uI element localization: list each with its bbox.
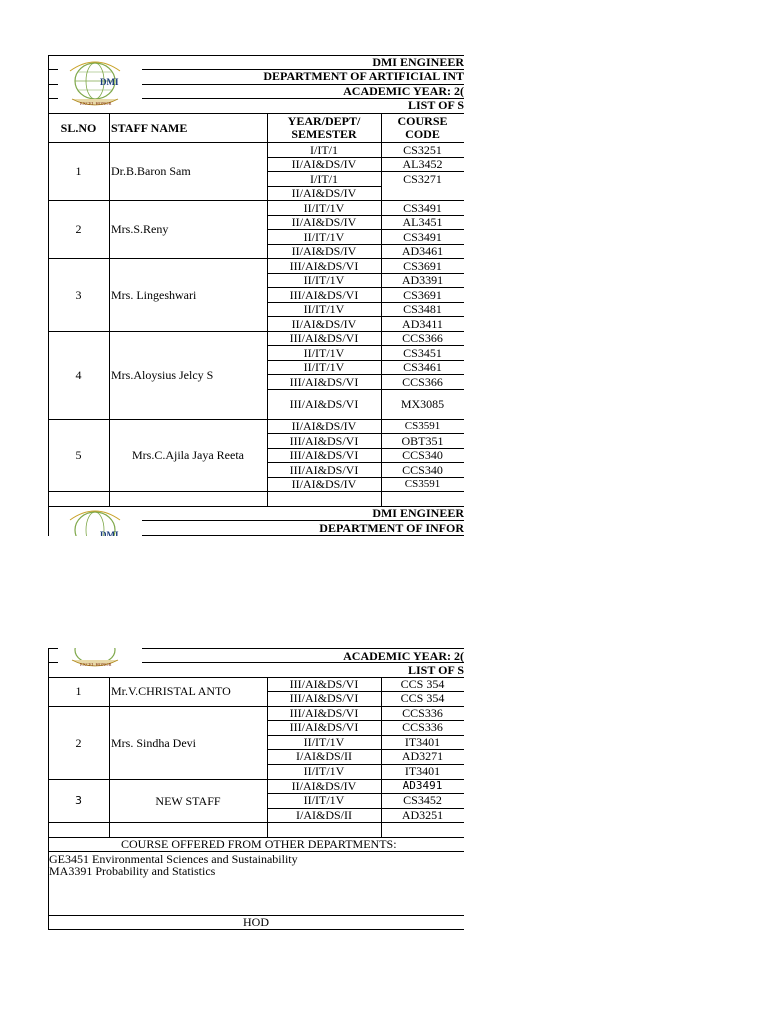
row-year: II/IT/1V [303,764,345,778]
row-code: AL3451 [402,215,443,229]
row-year: II/IT/1V [303,360,345,374]
staff2-1-slno: 1 [75,684,82,698]
row-code: CS3451 [403,346,442,360]
row-year: III/AI&DS/VI [289,397,359,411]
staff-2-slno: 2 [75,222,82,236]
row-code: CS3491 [403,201,442,215]
row-year: II/AI&DS/IV [291,244,357,258]
row-year: II/AI&DS/IV [291,477,357,491]
row-year: II/IT/1V [303,201,345,215]
row-code: CS3481 [403,302,442,316]
department-name: DEPARTMENT OF ARTIFICIAL INT [263,69,464,83]
row-code: CCS366 [402,331,443,345]
row-year: III/AI&DS/VI [289,375,359,389]
row-year: III/AI&DS/VI [289,463,359,477]
row-year: III/AI&DS/VI [289,691,359,705]
department-name-repeat: DEPARTMENT OF INFOR [319,521,464,535]
row-year: III/AI&DS/VI [289,259,359,273]
row-code: IT3401 [404,764,441,778]
row-year: I/AI&DS/II [296,808,352,822]
row-year: III/AI&DS/VI [289,448,359,462]
row-year: II/AI&DS/IV [291,157,357,171]
row-code: AL3452 [402,157,443,171]
row-code: CCS 354 [400,691,445,705]
row-code: CS3691 [403,259,442,273]
college-logo [60,57,130,111]
college-name-repeat: DMI ENGINEER [372,506,464,520]
logo-ribbon-text: EXCEL HONOR [80,662,112,667]
row-year: II/AI&DS/IV [291,186,357,200]
staff-5-name: Mrs.C.Ajila Jaya Reeta [132,448,244,462]
college-logo-partial [60,648,130,670]
row-year: III/AI&DS/VI [289,331,359,345]
row-code: AD3461 [401,244,444,258]
row-code: OBT351 [401,434,444,448]
row-code: CCS336 [402,720,443,734]
row-code: AD3411 [402,317,443,331]
row-code: CS3491 [403,230,442,244]
staff2-1-name: Mr.V.CHRISTAL ANTO [111,684,231,698]
staff2-3-slno: 3 [75,794,82,807]
list-title-continued: LIST OF S [407,663,464,677]
row-year: II/AI&DS/IV [291,419,357,433]
staff-4-name: Mrs.Aloysius Jelcy S [111,368,214,382]
row-code: AD3271 [401,749,444,763]
row-code: CS3691 [403,288,442,302]
row-code: CCS366 [402,375,443,389]
row-code: CCS340 [402,463,443,477]
other-course: MA3391 Probability and Statistics [49,864,216,878]
staff2-2-slno: 2 [75,736,82,750]
staff-1-name: Dr.B.Baron Sam [111,164,191,178]
row-year: II/AI&DS/IV [291,317,357,331]
row-year: II/AI&DS/IV [291,215,357,229]
other-course: GE3451 Environmental Sciences and Sustainability [49,852,298,866]
logo-text: DMI [100,77,119,87]
row-year: II/IT/1V [303,230,345,244]
list-title: LIST OF S [407,98,464,112]
row-year: I/IT/1 [310,172,338,186]
col-header-year-line2: SEMESTER [291,127,357,141]
staff-1-slno: 1 [75,164,82,178]
row-code: CS3591 [404,420,441,432]
row-year: III/AI&DS/VI [289,720,359,734]
row-code: CS3251 [403,143,442,157]
row-code: AD3391 [401,273,444,287]
row-year: II/IT/1V [303,735,345,749]
col-header-code-line2: CODE [405,127,440,141]
timetable-sheet-continued [48,648,464,930]
row-year: II/IT/1V [303,273,345,287]
staff-5-slno: 5 [75,448,82,462]
row-year: III/AI&DS/VI [289,288,359,302]
row-code: CCS336 [402,706,443,720]
row-year: II/IT/1V [303,302,345,316]
row-year: II/IT/1V [303,346,345,360]
timetable-sheet-main [48,55,464,536]
row-code: IT3401 [404,735,441,749]
staff-3-name: Mrs. Lingeshwari [111,288,197,302]
staff-3-slno: 3 [75,288,82,302]
staff2-2-name: Mrs. Sindha Devi [111,736,196,750]
row-code: CS3271 [403,172,442,186]
college-name: DMI ENGINEER [372,55,464,69]
logo-text: DMI [100,530,119,538]
staff2-3-name: NEW STAFF [155,794,221,808]
row-code: CS3452 [403,793,442,807]
row-code: CCS340 [402,448,443,462]
row-code: AD3491 [402,779,443,792]
staff-4-slno: 4 [75,368,82,382]
row-year: I/IT/1 [310,143,338,157]
row-code: AD3251 [401,808,444,822]
row-year: III/AI&DS/VI [289,677,359,691]
row-code: CS3461 [403,360,442,374]
row-code: CCS 354 [400,677,445,691]
staff-2-name: Mrs.S.Reny [111,222,169,236]
col-header-slno: SL.NO [60,121,97,135]
other-dept-heading: COURSE OFFERED FROM OTHER DEPARTMENTS: [121,837,397,851]
row-year: I/AI&DS/II [296,749,352,763]
academic-year: ACADEMIC YEAR: 2( [343,84,464,98]
row-code: CS3591 [404,478,441,490]
row-year: III/AI&DS/VI [289,434,359,448]
col-header-code-line1: COURSE [397,114,448,128]
logo-ribbon-text: EXCEL HONOR [80,101,112,106]
college-logo-secondary [60,508,130,536]
row-year: II/IT/1V [303,793,345,807]
row-code: MX3085 [400,397,445,411]
col-header-staff: STAFF NAME [111,121,188,135]
col-header-year-line1: YEAR/DEPT/ [287,114,361,128]
row-year: II/AI&DS/IV [291,779,357,793]
academic-year-continued: ACADEMIC YEAR: 2( [343,649,464,663]
hod-signature-label: HOD [243,915,269,929]
row-year: III/AI&DS/VI [289,706,359,720]
